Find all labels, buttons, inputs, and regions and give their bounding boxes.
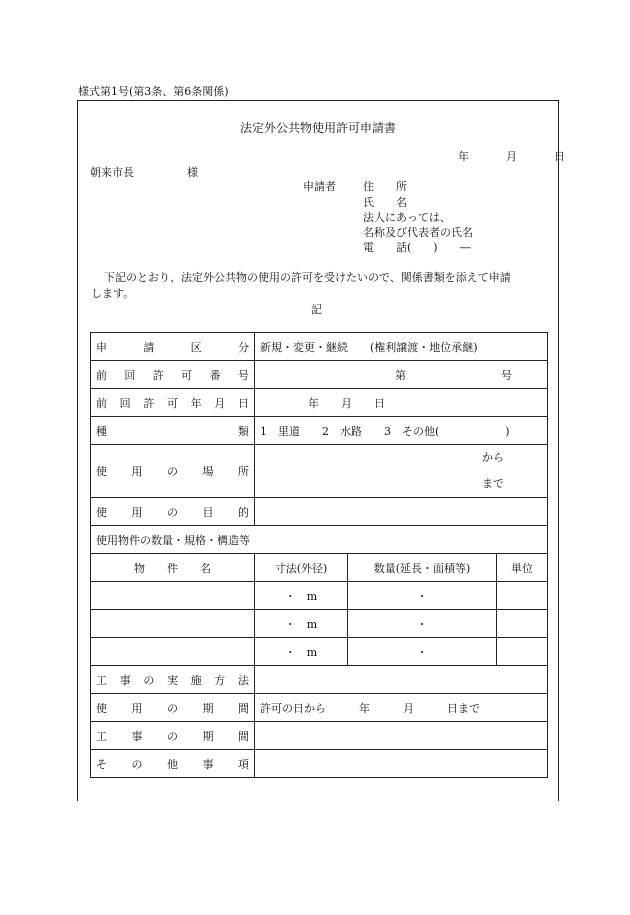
work-period-label: 工 事 の 期 間 — [91, 722, 255, 750]
table-row — [91, 722, 548, 750]
item-qty-cell: ・ — [348, 582, 497, 610]
other-label: そ の 他 事 項 — [91, 750, 255, 778]
period-value: 許可の日から 年 月 日まで — [255, 694, 548, 722]
item-size-cell: ・ m — [255, 582, 348, 610]
item-qty-cell: ・ — [348, 610, 497, 638]
applicant-name: 氏 名 — [363, 196, 407, 209]
year-label: 年 — [458, 150, 469, 163]
day-label: 日 — [554, 150, 565, 163]
method-value — [255, 666, 548, 694]
table-row — [91, 445, 548, 498]
work-period-value — [255, 722, 548, 750]
addressee-honorific: 様 — [187, 166, 198, 179]
applicant-corp-name: 名称及び代表者の氏名 — [363, 226, 473, 239]
method-label: 工 事 の 実 施 方 法 — [91, 666, 255, 694]
item-name-cell — [91, 582, 255, 610]
item-size-cell: ・ m — [255, 610, 348, 638]
item-unit-cell — [497, 638, 548, 666]
item-qty-cell: ・ — [348, 638, 497, 666]
items-header: 使用物件の数量・規格・構造等 — [91, 526, 548, 554]
kind-label: 種 類 — [91, 417, 255, 445]
purpose-label: 使 用 の 目 的 — [91, 498, 255, 526]
addressee — [90, 167, 198, 178]
prev-number-value: 第 号 — [255, 361, 548, 389]
application-type-label: 申 請 区 分 — [91, 333, 255, 361]
items-column-header-row — [91, 554, 548, 582]
applicant-label: 申請者 — [303, 180, 336, 193]
item-unit-cell — [497, 610, 548, 638]
item-name-cell — [91, 610, 255, 638]
item-qty-header: 数量(延長・面積等) — [348, 554, 497, 582]
item-name-cell — [91, 638, 255, 666]
month-label: 月 — [506, 150, 517, 163]
period-label: 使 用 の 期 間 — [91, 694, 255, 722]
application-type-value: 新規・変更・継続 (権利譲渡・地位承継) — [255, 333, 548, 361]
form-number: 様式第1号(第3条、第6条関係) — [78, 85, 229, 98]
table-row — [91, 694, 548, 722]
item-size-header: 寸法(外径) — [255, 554, 348, 582]
location-from: から — [482, 451, 505, 464]
table-row — [91, 498, 548, 526]
table-row — [91, 582, 548, 610]
prev-date-value: 年 月 日 — [255, 389, 548, 417]
item-unit-header: 単位 — [497, 554, 548, 582]
table-row — [91, 526, 548, 554]
table-row — [91, 610, 548, 638]
other-value — [255, 750, 548, 778]
prev-number-label: 前 回 許 可 番 号 — [91, 361, 255, 389]
table-row — [91, 361, 548, 389]
item-size-cell: ・ m — [255, 638, 348, 666]
location-to: まで — [482, 477, 505, 490]
table-row — [91, 333, 548, 361]
prev-date-label: 前 回 許 可 年 月 日 — [91, 389, 255, 417]
kind-value: 1 里道 2 水路 3 その他( ) — [255, 417, 548, 445]
applicant-corp-note: 法人にあっては、 — [363, 211, 451, 224]
ki-mark: 記 — [311, 303, 322, 316]
item-name-header: 物 件 名 — [91, 554, 255, 582]
table-row — [91, 417, 548, 445]
body-text-line2: します。 — [91, 287, 135, 300]
table-row — [91, 666, 548, 694]
purpose-value — [255, 498, 548, 526]
table-row — [91, 389, 548, 417]
location-label: 使 用 の 場 所 — [91, 445, 255, 498]
addressee-name: 朝来市長 — [90, 166, 134, 179]
item-unit-cell — [497, 582, 548, 610]
applicant-address: 住 所 — [363, 180, 407, 193]
date-line — [458, 151, 565, 162]
body-text-line1: 下記のとおり、法定外公共物の使用の許可を受けたいので、関係書類を添えて申請 — [104, 271, 511, 284]
application-table — [90, 332, 548, 778]
location-value — [255, 445, 548, 498]
form-title: 法定外公共物使用許可申請書 — [240, 121, 397, 135]
table-row — [91, 638, 548, 666]
applicant-phone: 電 話( ) ― — [363, 241, 471, 254]
table-row — [91, 750, 548, 778]
